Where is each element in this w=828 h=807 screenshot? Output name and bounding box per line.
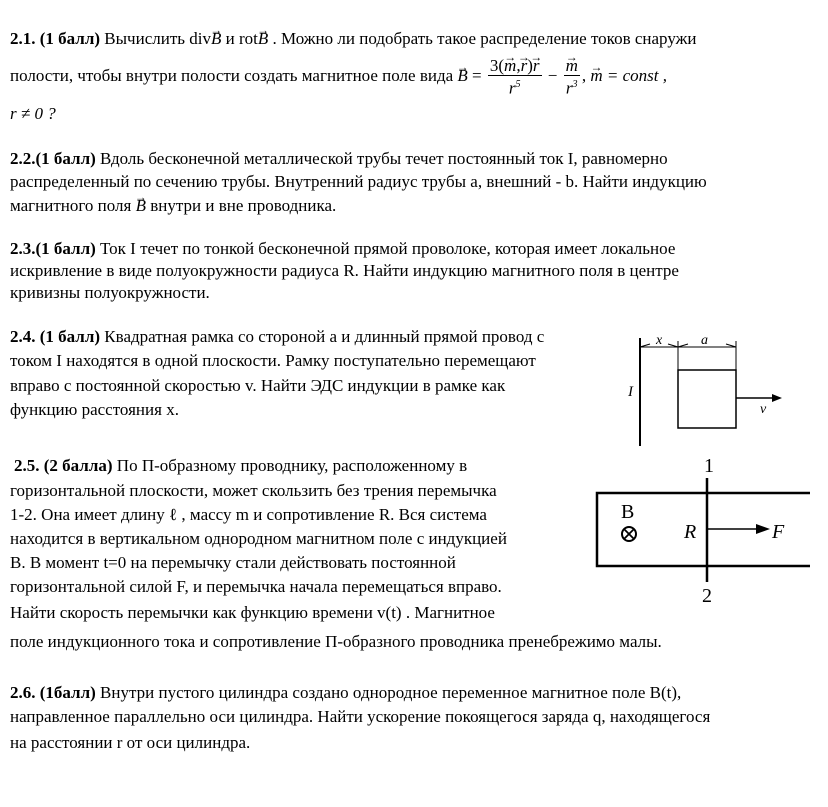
problem-2-6-line-3: на расстоянии r от оси цилиндра.: [10, 733, 251, 752]
problem-points: (1 балл): [39, 327, 101, 346]
u-conductor: [597, 493, 810, 566]
problem-2-3-line-1: 2.3.(1 балл) Ток I течет по тонкой бесконечной прямой проволоке, которая имеет локальное: [10, 239, 676, 258]
a-label: a: [701, 333, 708, 348]
current-label: I: [628, 384, 633, 400]
problem-points: (1балл): [39, 683, 96, 702]
bar-end-2-label: 2: [702, 585, 712, 607]
problem-2-5-line-3: 1-2. Она имеет длину ℓ , массу m и сопротивление R. Вся система: [10, 505, 487, 524]
problem-2-5-line-6: горизонтальной силой F, и перемычка начала перемещаться вправо.: [10, 577, 502, 596]
b-field-label: B: [621, 501, 635, 523]
problem-2-4-line-3: вправо с постоянной скоростью v. Найти ЭДС индукции в рамке как: [10, 376, 506, 395]
problem-number: 2.2.: [10, 149, 36, 168]
problem-2-5-line-1: 2.5. (2 балла) По П-образному проводнику, расположенному в: [14, 456, 468, 475]
problem-2-6-line-1: 2.6. (1балл) Внутри пустого цилиндра создано однородное переменное магнитное поле B(t),: [10, 683, 682, 702]
problem-2-5-line-7: Найти скорость перемычки как функцию времени v(t) . Магнитное: [10, 603, 495, 622]
problem-points: (2 балла): [43, 456, 113, 475]
problem-2-5-line-5: B. В момент t=0 на перемычку стали действовать постоянной: [10, 553, 456, 572]
problem-number: 2.5.: [14, 456, 40, 475]
problem-number: 2.4.: [10, 327, 36, 346]
force-label: F: [772, 521, 785, 543]
problem-2-1-line-3: r ≠ 0 ?: [10, 104, 56, 123]
problem-2-5-line-4: находится в вертикальном однородном магнитном поле с индукцией: [10, 529, 507, 548]
problem-points: (1 балл): [35, 149, 96, 168]
field-formula: → B = $\frac{3(\to m,\to r)\to r}{r^5}$ − → $\frac{m}{r^3}$ , → m = const ,: [457, 66, 667, 85]
problem-2-4-line-4: функцию расстояния x.: [10, 400, 179, 419]
problem-2-1-line-2: полости, чтобы внутри полости создать магнитное поле вида → B = $\frac{3(\to m,\to r)\to r}{r^5}$ − → $\frac{m}{r^3}$ , → m = const ,: [10, 57, 667, 98]
problem-points: (1 балл): [39, 29, 101, 48]
problem-2-5-line-8: поле индукционного тока и сопротивление П-образного проводника пренебрежимо малы.: [10, 632, 662, 651]
resistance-label: R: [684, 521, 697, 543]
square-frame: [678, 370, 736, 428]
b-field-into-page-icon: [622, 527, 636, 541]
problem-number: 2.6.: [10, 683, 36, 702]
div-operator: div→ B: [189, 29, 225, 48]
problem-2-2-line-3: магнитного поля → B внутри и вне проводника.: [10, 196, 336, 216]
problem-number: 2.3.: [10, 239, 36, 258]
problem-number: 2.1.: [10, 29, 36, 48]
problem-2-5-line-2: горизонтальной плоскости, может скользить без трения перемычка: [10, 481, 497, 500]
problem-2-4-line-1: 2.4. (1 балл) Квадратная рамка со стороной a и длинный прямой провод с: [10, 327, 545, 346]
rot-operator: rot→ B: [239, 29, 273, 48]
problem-2-1-line-1: 2.1. (1 балл) Вычислить div→ B и rot→ B . Можно ли подобрать такое распределение токов снаружи: [10, 29, 696, 49]
problem-2-6-line-2: направленное параллельно оси цилиндра. Найти ускорение покоящегося заряда q, находящегося: [10, 707, 711, 726]
problem-2-3-line-2: искривление в виде полуокружности радиуса R. Найти индукцию магнитного поля в центре: [10, 261, 679, 280]
problem-2-3-line-3: кривизны полуокружности.: [10, 283, 210, 302]
problem-2-2-line-2: распределенный по сечению трубы. Внутренний радиус трубы a, внешний - b. Найти индукцию: [10, 172, 707, 191]
x-label: x: [656, 333, 663, 348]
bar-end-1-label: 1: [704, 455, 714, 477]
problem-2-4-line-2: током I находятся в одной плоскости. Рамку поступательно перемещают: [10, 351, 536, 370]
problem-points: (1 балл): [35, 239, 96, 258]
v-label: v: [760, 402, 767, 417]
problem-2-2-line-1: 2.2.(1 балл) Вдоль бесконечной металлической трубы течет постоянный ток I, равномерно: [10, 149, 668, 168]
